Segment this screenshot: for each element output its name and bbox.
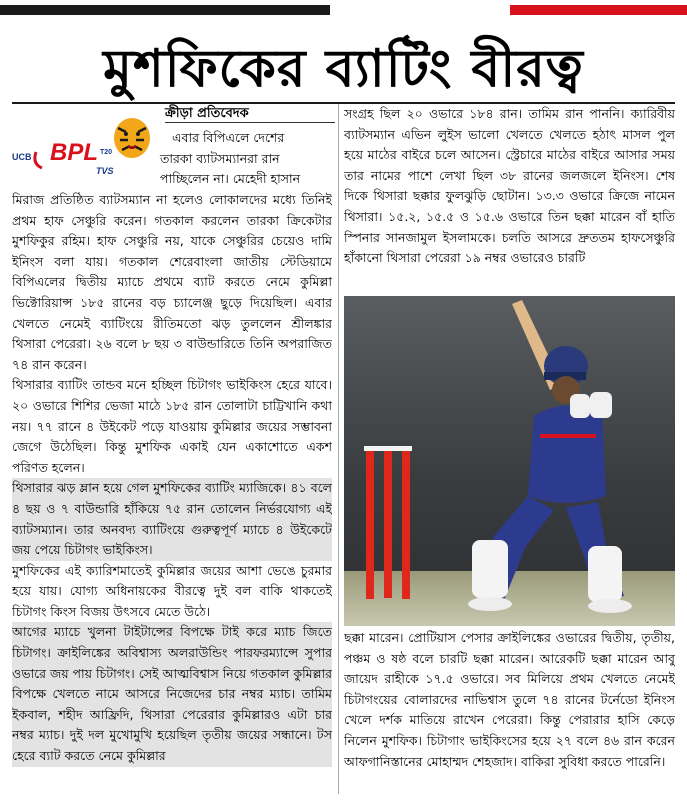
left-column bbox=[12, 190, 332, 795]
bpl-text: BPL bbox=[50, 139, 98, 166]
intro-line: এবার বিপিএলে দেশের bbox=[172, 130, 285, 145]
right-column-bottom bbox=[344, 628, 675, 798]
byline-underline bbox=[165, 122, 335, 123]
top-bar-dark bbox=[0, 5, 330, 15]
paragraph: আগের ম্যাচে খুলনা টাইটান্সের বিপক্ষে টাই করে ম্যাচ জিতে চিটাগং। ক্রাইলিঙ্কের অবিশ্বাস্য অলরাউন্ডিং পারফরম্যান্সে সুপার ওভারে জয় পায় চিটাগং। সেই আত্মবিশ্বাস নিয়ে গতকাল কুমিল্লার বিপক্ষে খেলতে নামে আসরে নিজেদের চার নম্বর ম্যাচ। তামিম ইকবাল, শহীদ আফ্রিদি, থিসারা পেরেরার কুমিল্লারও এটা চার নম্বর ম্যাচ। দুই দল মুখোমুখি হয়েছিল তৃতীয় জয়ের সন্ধানে। টস হেরে ব্যাট করতে নেমে কুমিল্লার bbox=[12, 622, 332, 766]
ucb-text: UCB bbox=[12, 152, 32, 162]
bpl-logo bbox=[12, 112, 154, 180]
column-divider bbox=[338, 104, 339, 794]
paragraph: মিরাজ প্রতিষ্ঠিত ব্যাটসম্যান না হলেও লোকালদের মধ্যে তিনিই প্রথম হাফ সেঞ্চুরি করেন। গতকাল করলেন তারকা ক্রিকেটার মুশফিকুর রহিম। হাফ সেঞ্চুরি নয়, যাকে সেঞ্চুরির চেয়েও দামি ইনিংস বলা যায়। গতকাল শেরেবাংলা জাতীয় স্টেডিয়ামে বিপিএলের দ্বিতীয় ম্যাচে প্রথমে ব্যাট করতে নেমে কুমিল্লা ভিক্টোরিয়ান্স ১৮৫ রানের বড় চ্যালেঞ্জ ছুড়ে দিয়েছিল। এবার খেলতে নেমেই ব্যাটিংয়ে রীতিমতো ঝড় তুললেন শ্রীলঙ্কার থিসারা পেরেরা। ২৬ বলে ৮ ছয় ৩ বাউন্ডারিতে তিনি অপরাজিত ৭৪ রান করেন। bbox=[12, 192, 332, 372]
intro-block bbox=[160, 128, 332, 190]
right-column-top bbox=[344, 104, 675, 294]
cricket-photo bbox=[344, 296, 675, 626]
stumps bbox=[364, 446, 412, 599]
paragraph: থিসারার ঝড় ম্লান হয়ে গেল মুশফিকের ব্যাটিং ম্যাজিকে। ৪১ বলে ৪ ছয় ও ৭ বাউন্ডারি হাঁকিয়ে ৭৫ রান তোলেন নির্ভরযোগ্য এই ব্যাটসম্যান। তার অনবদ্য ব্যাটিংয়ে গুরুত্বপূর্ণ ম্যাচে ৪ উইকেটে জয় পেয়ে চিটাগং ভাইকিংস। bbox=[12, 478, 332, 560]
paragraph: থিসারার ব্যাটিং তান্ডব মনে হচ্ছিল চিটাগং ভাইকিংস হেরে যাবে। ২০ ওভারে শিশির ভেজা মাঠে ১৮৫ রান তোলাটা চাট্টিখানি কথা নয়। ৭৭ রানে ৪ উইকেট পড়ে যাওয়ায় কুমিল্লার জয়ের সম্ভাবনা জেগে উঠেছিল। কিন্তু মুশফিক একাই যেন একাশোতে একশ পরিণত হলেন। bbox=[12, 377, 332, 475]
paragraph: মুশফিকের এই ক্যারিশমাতেই কুমিল্লার জয়ের আশা ভেঙে চুরমার হয়ে যায়। যোগ্য অধিনায়কের বীরত্বে দুই বল বাকি থাকতেই চিটাগং কিংস বিজয় উৎসবে মেতে উঠে। bbox=[12, 562, 332, 619]
byline: ক্রীড়া প্রতিবেদক bbox=[165, 106, 249, 121]
headline: মুশফিকের ব্যাটিং বীরত্ব bbox=[103, 39, 584, 99]
tiger-icon bbox=[114, 118, 150, 158]
top-bar-red bbox=[510, 5, 687, 15]
intro-line: পাচ্ছিলেন না। মেহেদী হাসান bbox=[160, 171, 301, 187]
intro-line: তারকা ব্যাটসম্যানরা রান bbox=[160, 150, 280, 166]
tvs-text: TVS bbox=[96, 166, 114, 176]
paragraph: ছক্কা মারেন। প্রোটিয়াস পেসার ক্রাইলিঙ্কের ওভারের দ্বিতীয়, তৃতীয়, পঞ্চম ও ষষ্ঠ বলে চারটি ছক্কা মারেন। আরেকটি ছক্কা মারেন আবু জায়েদ রাহীকে ১৭.৫ ওভারে। সব মিলিয়ে প্রথম খেলতে নেমেই চিটাগংয়ের বোলারদের নাভিশ্বাস তুলে ৭৪ রানের টর্নেডো ইনিংস খেলে দর্শক মাতিয়ে রাখেন পেরেরা। কিন্তু পেরারার হাসি কেড়ে নিলেন মুশফিক। চিটাগাং ভাইকিংসের হয়ে ২৭ বলে ৪৬ রান করেন আফগানিস্তানের মোহাম্মদ শেহজাদ। বাকিরা সুবিধা করতে পারেনি। bbox=[344, 630, 675, 769]
paragraph: সংগ্রহ ছিল ২০ ওভারে ১৮৪ রান। তামিম রান পাননি। ক্যারিবীয় ব্যাটসম্যান এভিন লুইস ভালো খেলতে খেলতে হঠাৎ মাসল পুল হয়ে মাঠের বাইরে চলে আসেন। স্ট্রেচারে মাঠের বাইরে আসার সময় তার নামের পাশে লেখা ছিল ৩৮ রানের জলজলে ইনিংস। শেষ দিকে থিসারা ছক্কার ফুলঝুড়ি ছোটান। ১৩.৩ ওভারে ক্রিজে নামেন থিসারা। ১৫.২, ১৫.৫ ও ১৫.৬ ওভারে তিন ছক্কা মারেন বাঁ হাতি স্পিনার সানজামুল ইসলামকে। চলতি আসরে দ্রুততম হাফসেঞ্চুরি হাঁকানো থিসারা পেরেরা ১৯ নম্বর ওভারেও চারটি bbox=[344, 106, 675, 266]
t20-text: T20 bbox=[100, 149, 113, 156]
